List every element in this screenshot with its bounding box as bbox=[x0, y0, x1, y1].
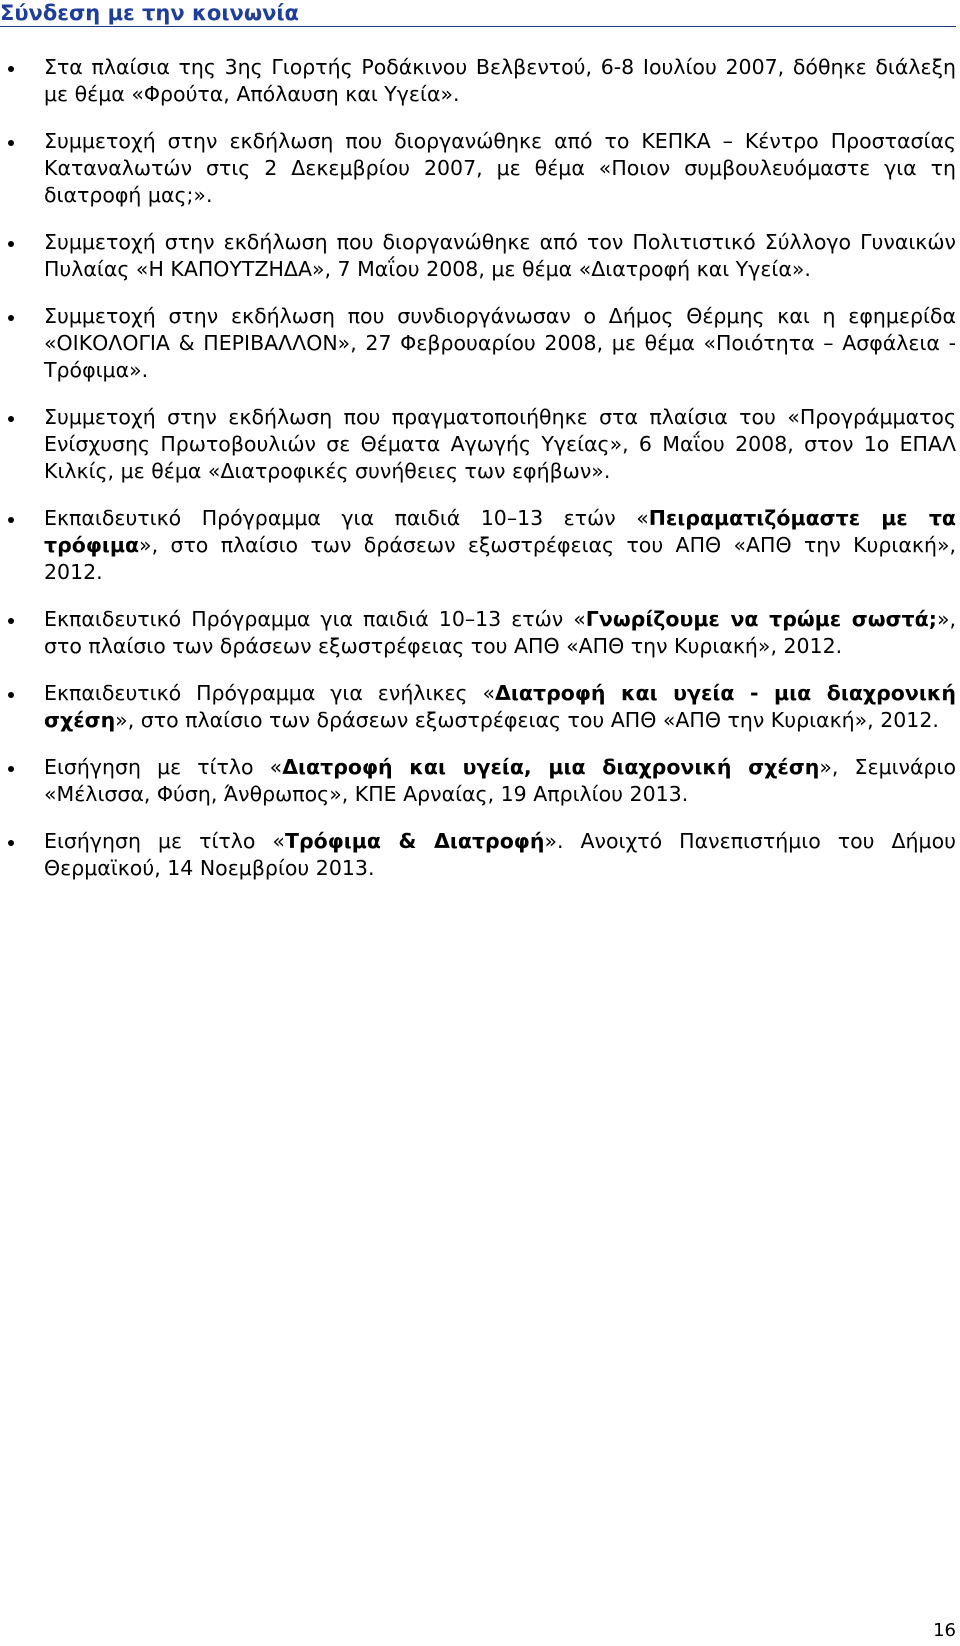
bullet-icon bbox=[8, 416, 14, 422]
item-text-segment: Στα πλαίσια της 3ης Γιορτής Ροδάκινου Βελβεντού, 6-8 Ιουλίου 2007, δόθηκε διάλεξη με θέμα «Φρούτα, Απόλαυση και Υγεία». bbox=[44, 55, 956, 106]
bullet-icon bbox=[8, 517, 14, 523]
bold-title-text: Διατροφή και υγεία - μια διαχρονική σχέση bbox=[44, 681, 956, 732]
item-text-segment: Συμμετοχή στην εκδήλωση που πραγματοποιήθηκε στα πλαίσια του «Προγράμματος Ενίσχυσης Πρωτοβουλιών σε Θέματα Αγωγής Υγείας», 6 Μαΐου 2008, στον 1ο ΕΠΑΛ Κιλκίς, με θέμα «Διατροφικές συνήθειες των εφήβων». bbox=[44, 405, 956, 483]
item-text-segment: », στο πλαίσιο των δράσεων εξωστρέφειας του ΑΠΘ «ΑΠΘ την Κυριακή», 2012. bbox=[44, 533, 956, 584]
bold-title-text: Γνωρίζουμε να τρώμε σωστά; bbox=[585, 607, 937, 631]
item-text-segment: ». Ανοιχτό Πανεπιστήμιο του Δήμου Θερμαϊκού, 14 Νοεμβρίου 2013. bbox=[44, 829, 956, 880]
section-title: Σύνδεση με την κοινωνία bbox=[0, 1, 299, 25]
item-text-segment: », στο πλαίσιο των δράσεων εξωστρέφειας του ΑΠΘ «ΑΠΘ την Κυριακή», 2012. bbox=[115, 708, 939, 732]
list-item bbox=[0, 754, 956, 808]
item-text-segment: Εκπαιδευτικό Πρόγραμμα για παιδιά 10–13 ετών « bbox=[44, 506, 649, 530]
bullet-icon bbox=[8, 66, 14, 72]
list-item bbox=[0, 505, 956, 586]
bullet-icon bbox=[8, 315, 14, 321]
list-item-text bbox=[44, 54, 956, 108]
list-item-text bbox=[44, 828, 956, 882]
list-item bbox=[0, 54, 956, 108]
item-text-segment: Συμμετοχή στην εκδήλωση που διοργανώθηκε από τον Πολιτιστικό Σύλλογο Γυναικών Πυλαίας «Η ΚΑΠΟΥΤΖΗΔΑ», 7 Μαΐου 2008, με θέμα «Διατροφή και Υγεία». bbox=[44, 230, 956, 281]
list-item-text bbox=[44, 505, 956, 586]
bold-title-text: Διατροφή και υγεία, μια διαχρονική σχέση bbox=[282, 755, 820, 779]
bullet-icon bbox=[8, 840, 14, 846]
item-text-segment: Συμμετοχή στην εκδήλωση που διοργανώθηκε από το ΚΕΠΚΑ – Κέντρο Προστασίας Καταναλωτών στις 2 Δεκεμβρίου 2007, με θέμα «Ποιον συμβουλευόμαστε για τη διατροφή μας;». bbox=[44, 129, 956, 207]
bullet-icon bbox=[8, 618, 14, 624]
bold-title-text: Πειραματιζόμαστε με τα τρόφιμα bbox=[44, 506, 956, 557]
list-item-text bbox=[44, 404, 956, 485]
list-item bbox=[0, 404, 956, 485]
section-heading bbox=[0, 0, 956, 27]
item-text-segment: Εκπαιδευτικό Πρόγραμμα για παιδιά 10–13 ετών « bbox=[44, 607, 586, 631]
list-item bbox=[0, 828, 956, 882]
page-number: 16 bbox=[933, 1620, 956, 1641]
list-item bbox=[0, 680, 956, 734]
list-item-text bbox=[44, 303, 956, 384]
list-item bbox=[0, 606, 956, 660]
item-text-segment: Εκπαιδευτικό Πρόγραμμα για ενήλικες « bbox=[44, 681, 496, 705]
bullet-icon bbox=[8, 766, 14, 772]
activity-list bbox=[0, 54, 956, 902]
list-item bbox=[0, 128, 956, 209]
bullet-icon bbox=[8, 692, 14, 698]
list-item bbox=[0, 229, 956, 283]
list-item-text bbox=[44, 680, 956, 734]
bullet-icon bbox=[8, 140, 14, 146]
item-text-segment: », στο πλαίσιο των δράσεων εξωστρέφειας του ΑΠΘ «ΑΠΘ την Κυριακή», 2012. bbox=[44, 607, 956, 658]
list-item-text bbox=[44, 606, 956, 660]
item-text-segment: Εισήγηση με τίτλο « bbox=[44, 829, 285, 853]
list-item bbox=[0, 303, 956, 384]
list-item-text bbox=[44, 128, 956, 209]
item-text-segment: Εισήγηση με τίτλο « bbox=[44, 755, 283, 779]
list-item-text bbox=[44, 229, 956, 283]
list-item-text bbox=[44, 754, 956, 808]
bullet-icon bbox=[8, 241, 14, 247]
item-text-segment: », Σεμινάριο «Μέλισσα, Φύση, Άνθρωπος», ΚΠΕ Αρναίας, 19 Απριλίου 2013. bbox=[44, 755, 956, 806]
item-text-segment: Συμμετοχή στην εκδήλωση που συνδιοργάνωσαν ο Δήμος Θέρμης και η εφημερίδα «ΟΙΚΟΛΟΓΙΑ & ΠΕΡΙΒΑΛΛΟΝ», 27 Φεβρουαρίου 2008, με θέμα «Ποιότητα – Ασφάλεια - Τρόφιμα». bbox=[44, 304, 956, 382]
bold-title-text: Τρόφιμα & Διατροφή bbox=[284, 829, 545, 853]
